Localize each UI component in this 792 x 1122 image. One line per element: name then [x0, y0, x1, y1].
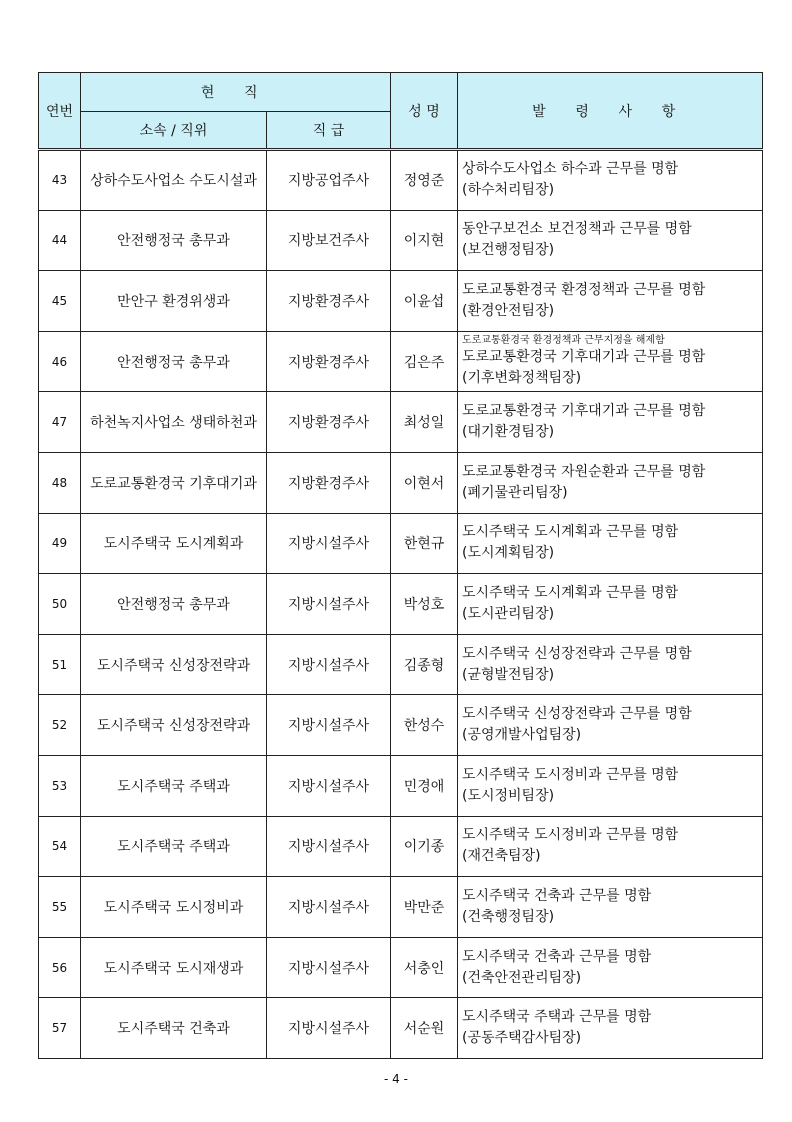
appointment-assignment: 도시주택국 신성장전략과 근무를 명함: [462, 645, 692, 662]
grade: 지방시설주사: [267, 574, 391, 635]
grade: 지방시설주사: [267, 695, 391, 756]
appointment-team-title: (환경안전팀장): [462, 302, 555, 319]
grade: 지방보건주사: [267, 210, 391, 271]
current-department: 도시주택국 신성장전략과: [81, 695, 267, 756]
row-number: 56: [39, 937, 81, 998]
grade: 지방시설주사: [267, 998, 391, 1059]
table-row: [39, 634, 763, 695]
table-row: [39, 574, 763, 635]
person-name: 김종형: [391, 634, 458, 695]
appointment-order: [458, 634, 763, 695]
person-name: 박만준: [391, 877, 458, 938]
appointment-team-title: (기후변화정책팀장): [462, 369, 582, 386]
appointment-assignment: 도시주택국 주택과 근무를 명함: [462, 1009, 652, 1026]
grade: 지방시설주사: [267, 937, 391, 998]
row-number: 51: [39, 634, 81, 695]
person-name: 이현서: [391, 452, 458, 513]
appointment-team-title: (보건행정팀장): [462, 242, 555, 259]
current-department: 도시주택국 도시정비과: [81, 877, 267, 938]
person-name: 한현규: [391, 513, 458, 574]
appointment-order: [458, 513, 763, 574]
appointment-assignment: 도로교통환경국 기후대기과 근무를 명함: [462, 348, 706, 365]
header-name: 성 명: [391, 73, 458, 150]
appointment-assignment: 도로교통환경국 기후대기과 근무를 명함: [462, 403, 706, 420]
appointment-order: [458, 998, 763, 1059]
grade: 지방환경주사: [267, 331, 391, 392]
grade: 지방시설주사: [267, 634, 391, 695]
table-body: [39, 150, 763, 1059]
table-row: [39, 695, 763, 756]
current-department: 만안구 환경위생과: [81, 271, 267, 332]
header-grade: 직 급: [267, 112, 391, 150]
appointment-assignment: 도로교통환경국 환경정책과 근무를 명함: [462, 281, 706, 298]
current-department: 안전행정국 총무과: [81, 210, 267, 271]
appointment-team-title: (공동주택감사팀장): [462, 1030, 582, 1047]
header-no: 연번: [39, 73, 81, 150]
appointment-team-title: (도시계획팀장): [462, 545, 555, 562]
row-number: 48: [39, 452, 81, 513]
person-name: 이지현: [391, 210, 458, 271]
current-department: 안전행정국 총무과: [81, 331, 267, 392]
appointment-team-title: (도시정비팀장): [462, 787, 555, 804]
person-name: 최성일: [391, 392, 458, 453]
row-number: 50: [39, 574, 81, 635]
appointment-assignment: 도시주택국 건축과 근무를 명함: [462, 948, 652, 965]
table-row: [39, 150, 763, 211]
person-name: 민경애: [391, 755, 458, 816]
table-row: [39, 816, 763, 877]
appointment-order: [458, 574, 763, 635]
person-name: 이기종: [391, 816, 458, 877]
appointment-release-note: 도로교통환경국 환경정책과 근무지정을 해제함: [462, 334, 665, 346]
row-number: 47: [39, 392, 81, 453]
grade: 지방시설주사: [267, 816, 391, 877]
appointment-order: [458, 392, 763, 453]
table-row: [39, 210, 763, 271]
person-name: 서충인: [391, 937, 458, 998]
row-number: 57: [39, 998, 81, 1059]
row-number: 54: [39, 816, 81, 877]
personnel-table: [38, 72, 763, 1059]
header-current-position: 현 직: [81, 73, 391, 112]
row-number: 44: [39, 210, 81, 271]
person-name: 정영준: [391, 150, 458, 211]
appointment-order: [458, 816, 763, 877]
appointment-assignment: 도시주택국 도시정비과 근무를 명함: [462, 827, 679, 844]
grade: 지방시설주사: [267, 513, 391, 574]
person-name: 이윤섭: [391, 271, 458, 332]
appointment-team-title: (균형발전팀장): [462, 666, 555, 683]
table-row: [39, 331, 763, 392]
appointment-order: [458, 877, 763, 938]
appointment-order: [458, 331, 763, 392]
appointment-assignment: 도시주택국 도시계획과 근무를 명함: [462, 524, 679, 541]
table-row: [39, 755, 763, 816]
appointment-order: [458, 755, 763, 816]
grade: 지방환경주사: [267, 271, 391, 332]
current-department: 도로교통환경국 기후대기과: [81, 452, 267, 513]
appointment-team-title: (공영개발사업팀장): [462, 727, 582, 744]
header-department: 소속 / 직위: [81, 112, 267, 150]
appointment-team-title: (대기환경팀장): [462, 424, 555, 441]
table-row: [39, 513, 763, 574]
row-number: 52: [39, 695, 81, 756]
row-number: 43: [39, 150, 81, 211]
current-department: 도시주택국 건축과: [81, 998, 267, 1059]
grade: 지방시설주사: [267, 877, 391, 938]
grade: 지방환경주사: [267, 452, 391, 513]
header-appointment: 발 령 사 항: [458, 73, 763, 150]
current-department: 도시주택국 도시재생과: [81, 937, 267, 998]
appointment-team-title: (도시관리팀장): [462, 605, 555, 622]
appointment-assignment: 도로교통환경국 자원순환과 근무를 명함: [462, 463, 706, 480]
row-number: 49: [39, 513, 81, 574]
appointment-order: [458, 271, 763, 332]
appointment-team-title: (건축행정팀장): [462, 908, 555, 925]
appointment-order: [458, 452, 763, 513]
person-name: 서순원: [391, 998, 458, 1059]
appointment-order: [458, 150, 763, 211]
appointment-team-title: (재건축팀장): [462, 848, 541, 865]
appointment-order: [458, 937, 763, 998]
table-row: [39, 998, 763, 1059]
row-number: 45: [39, 271, 81, 332]
current-department: 도시주택국 주택과: [81, 816, 267, 877]
page-number: - 4 -: [384, 1072, 408, 1086]
appointment-order: [458, 695, 763, 756]
table-header: [39, 73, 763, 150]
appointment-assignment: 동안구보건소 보건정책과 근무를 명함: [462, 221, 692, 238]
person-name: 김은주: [391, 331, 458, 392]
appointment-order: [458, 210, 763, 271]
current-department: 도시주택국 신성장전략과: [81, 634, 267, 695]
current-department: 하천녹지사업소 생태하천과: [81, 392, 267, 453]
current-department: 도시주택국 도시계획과: [81, 513, 267, 574]
appointment-assignment: 상하수도사업소 하수과 근무를 명함: [462, 161, 679, 178]
appointment-team-title: (하수처리팀장): [462, 182, 555, 199]
row-number: 55: [39, 877, 81, 938]
row-number: 46: [39, 331, 81, 392]
appointment-assignment: 도시주택국 신성장전략과 근무를 명함: [462, 706, 692, 723]
person-name: 박성호: [391, 574, 458, 635]
person-name: 한성수: [391, 695, 458, 756]
appointment-team-title: (건축안전관리팀장): [462, 969, 582, 986]
table-row: [39, 937, 763, 998]
row-number: 53: [39, 755, 81, 816]
current-department: 안전행정국 총무과: [81, 574, 267, 635]
table-row: [39, 877, 763, 938]
appointment-assignment: 도시주택국 도시정비과 근무를 명함: [462, 766, 679, 783]
appointment-assignment: 도시주택국 건축과 근무를 명함: [462, 887, 652, 904]
current-department: 상하수도사업소 수도시설과: [81, 150, 267, 211]
grade: 지방환경주사: [267, 392, 391, 453]
table-row: [39, 271, 763, 332]
appointment-team-title: (폐기물관리팀장): [462, 484, 568, 501]
table-row: [39, 452, 763, 513]
table-row: [39, 392, 763, 453]
appointment-assignment: 도시주택국 도시계획과 근무를 명함: [462, 584, 679, 601]
grade: 지방시설주사: [267, 755, 391, 816]
current-department: 도시주택국 주택과: [81, 755, 267, 816]
grade: 지방공업주사: [267, 150, 391, 211]
